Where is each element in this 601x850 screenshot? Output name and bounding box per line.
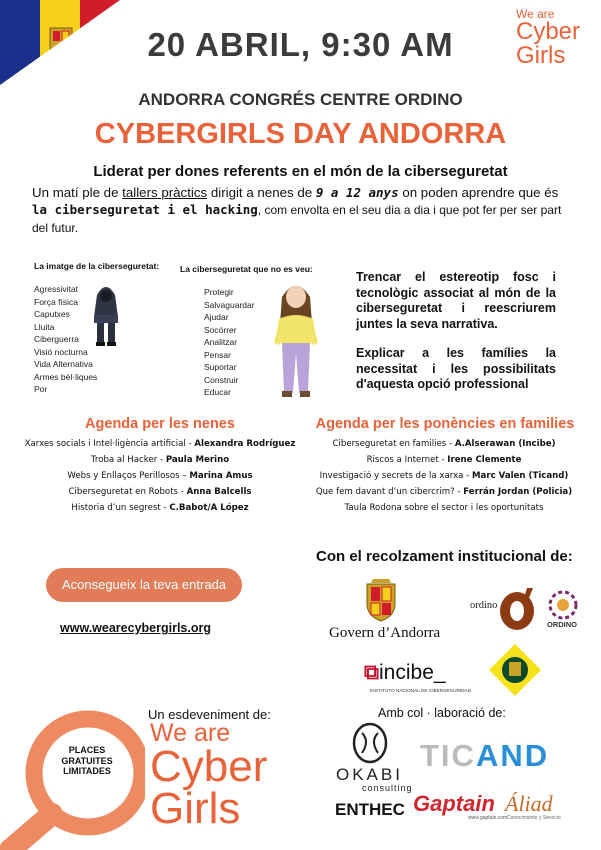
agenda-item bbox=[298, 484, 590, 500]
aliad-subtitle: Conocimiento y Servicio bbox=[507, 815, 561, 821]
gaptain-logo: Gaptain bbox=[413, 791, 495, 816]
govern-andorra-label: Govern d’Andorra bbox=[329, 625, 441, 641]
logo-we-are: We are bbox=[516, 7, 555, 21]
incibe-subtitle: INSTITUTO NACIONAL DE CIBERSEGURIDAD bbox=[370, 688, 472, 693]
ticand-logo bbox=[420, 738, 549, 774]
agenda-speaker: Paula Merino bbox=[165, 455, 230, 465]
list-item: Agressivitat bbox=[34, 284, 78, 294]
intro-topic: la ciberseguretat i el hacking bbox=[32, 202, 258, 217]
agenda-topic: Riscos a Internet - bbox=[366, 455, 448, 465]
list-item: Por bbox=[34, 384, 48, 394]
big-logo-cyber: Cyber bbox=[150, 741, 268, 791]
agenda-topic: Ciberseguretat en families - bbox=[332, 439, 455, 449]
aliad-logo: Áliad bbox=[505, 791, 553, 816]
agenda-speaker: Irene Clemente bbox=[447, 455, 522, 465]
collaboration-heading: Amb col · laboració de: bbox=[378, 706, 506, 720]
agenda-item bbox=[298, 436, 590, 452]
website-link[interactable]: www.wearecybergirls.org bbox=[60, 621, 211, 635]
agenda-item bbox=[10, 452, 310, 468]
list-item: Suportar bbox=[204, 362, 237, 372]
list-item: Ajudar bbox=[204, 312, 229, 322]
big-logo-we-are: We are bbox=[150, 719, 231, 747]
list-item: Salvaguardar bbox=[204, 299, 255, 310]
image-column-heading: La imatge de la ciberseguretat: bbox=[34, 261, 160, 271]
big-logo-girls: Girls bbox=[150, 783, 241, 833]
we-are-cyber-girls-big-logo bbox=[150, 719, 268, 833]
agenda-topic: Xarxes socials i Intel·ligència artificial - bbox=[24, 439, 195, 449]
gaptain-url: www.gaptain.com bbox=[468, 815, 508, 821]
list-item: Socórrer bbox=[204, 324, 237, 335]
okabi-subtitle: consulting bbox=[362, 783, 413, 793]
intro-workshops: tallers pràctics bbox=[122, 185, 208, 200]
intro-text-2: dirigit a nenes de bbox=[207, 185, 316, 200]
okabi-symbol-icon bbox=[350, 721, 390, 770]
agenda-topic: Ciberseguretat en Robots - bbox=[68, 487, 187, 497]
agenda-topic: Historia d’un segrest - bbox=[71, 503, 170, 513]
logo-cyber: Cyber bbox=[516, 18, 581, 45]
agenda-speaker: Anna Balcells bbox=[186, 487, 252, 497]
agenda-item bbox=[10, 468, 310, 484]
agenda-speaker: C.Babot/A López bbox=[169, 503, 249, 513]
andorra-shield-icon bbox=[363, 575, 399, 628]
get-ticket-button[interactable]: Aconsegueix la teva entrada bbox=[46, 568, 242, 602]
incibe-mark: ⧉ bbox=[364, 661, 379, 684]
agenda-speaker: Ferrán Jordan (Policia) bbox=[463, 487, 573, 497]
list-item: Vida Alternativa bbox=[34, 359, 93, 369]
list-item: Construir bbox=[204, 374, 239, 385]
agenda-item bbox=[10, 484, 310, 500]
intro-text-3: on poden aprendre que és bbox=[398, 185, 559, 200]
ordino-o-logo bbox=[497, 586, 537, 637]
we-are-cyber-girls-logo bbox=[516, 8, 596, 68]
agenda-topic: Webs y Enllaços Perillosos – bbox=[67, 471, 190, 481]
agenda-topic: Investigació y secrets de la xarxa - bbox=[319, 471, 472, 481]
ordino-badge-label: ORDINO bbox=[547, 620, 577, 629]
subtitle: Liderat per dones referents en el món de la ciberseguretat bbox=[93, 163, 508, 180]
okabi-wordmark: OKABI bbox=[336, 765, 403, 784]
agenda-speaker: Alexandra Rodríguez bbox=[194, 439, 296, 449]
police-badge-icon bbox=[487, 642, 543, 703]
list-item: Lluita bbox=[34, 321, 55, 332]
list-item: Educar bbox=[204, 387, 231, 397]
ticand-and: AND bbox=[475, 738, 550, 773]
agenda-speaker: A.Alserawan (Incibe) bbox=[454, 439, 556, 449]
incibe-wordmark: incibe_ bbox=[379, 661, 446, 684]
agenda-kids-list bbox=[10, 436, 310, 516]
agenda-item bbox=[298, 452, 590, 468]
list-item: Visió nocturna bbox=[34, 346, 88, 357]
agenda-item bbox=[10, 500, 310, 516]
agenda-item bbox=[298, 500, 590, 516]
girl-illustration bbox=[268, 279, 324, 408]
free-places-badge: PLACES GRATUITES LIMITADES bbox=[61, 745, 113, 776]
list-item: Força física bbox=[34, 296, 78, 307]
goal-stereotype: Trencar el estereotip fosc i tecnològic associat al món de la ciberseguretat i reescriurem juntes la seva narrativa. bbox=[356, 270, 556, 331]
intro-text-1: Un matí ple de bbox=[32, 185, 123, 200]
real-column-heading: La ciberseguretat que no es veu: bbox=[180, 264, 313, 274]
agenda-item bbox=[298, 468, 590, 484]
enthec-logo: ENTHEC bbox=[335, 800, 405, 819]
list-item: Analitzar bbox=[204, 337, 238, 347]
event-by-label: Un esdeveniment de: bbox=[148, 707, 271, 722]
hooded-hacker-illustration bbox=[88, 281, 124, 352]
agenda-families-list bbox=[298, 436, 590, 516]
goal-families: Explicar a les famílies la necessitat i les possibilitats d'aquesta opció professional bbox=[356, 346, 556, 391]
agenda-speaker: Marina Amus bbox=[189, 471, 253, 481]
page-title: CYBERGIRLS DAY ANDORRA bbox=[94, 118, 507, 150]
agenda-item bbox=[10, 436, 310, 452]
agenda-topic: Troba al Hacker - bbox=[90, 455, 166, 465]
venue: ANDORRA CONGRÉS CENTRE ORDINO bbox=[138, 90, 463, 109]
list-item: Ciberguerra bbox=[34, 334, 79, 344]
intro-ages: 9 a 12 anys bbox=[315, 185, 399, 200]
list-item: Armes bèl·liques bbox=[34, 371, 98, 382]
agenda-speaker: Marc Valen (Ticand) bbox=[471, 471, 569, 481]
intro-paragraph bbox=[32, 184, 577, 237]
support-heading: Con el recolzament institucional de: bbox=[316, 548, 573, 565]
list-item: Caputxes bbox=[34, 309, 70, 319]
event-date: 20 ABRIL, 9:30 AM bbox=[147, 26, 454, 63]
incibe-logo bbox=[364, 661, 446, 685]
list-item: Protegir bbox=[204, 287, 234, 297]
agenda-families-title: Agenda per les ponències en families bbox=[315, 416, 575, 432]
logo-girls: Girls bbox=[516, 42, 566, 69]
agenda-topic: Taula Rodona sobre el sector i les oportunitats bbox=[344, 503, 544, 513]
ordino-wordmark: ordino bbox=[470, 600, 498, 611]
list-item: Pensar bbox=[204, 349, 231, 360]
intro-text-4: , com envolta en el seu dia a dia i que pot fer per ser part del futur. bbox=[32, 203, 562, 235]
agenda-topic: Que fem davant d’un cibercrim? - bbox=[315, 487, 464, 497]
ticand-tic: TIC bbox=[420, 738, 476, 773]
agenda-kids-title: Agenda per les nenes bbox=[85, 416, 235, 432]
real-column-list bbox=[204, 286, 255, 399]
